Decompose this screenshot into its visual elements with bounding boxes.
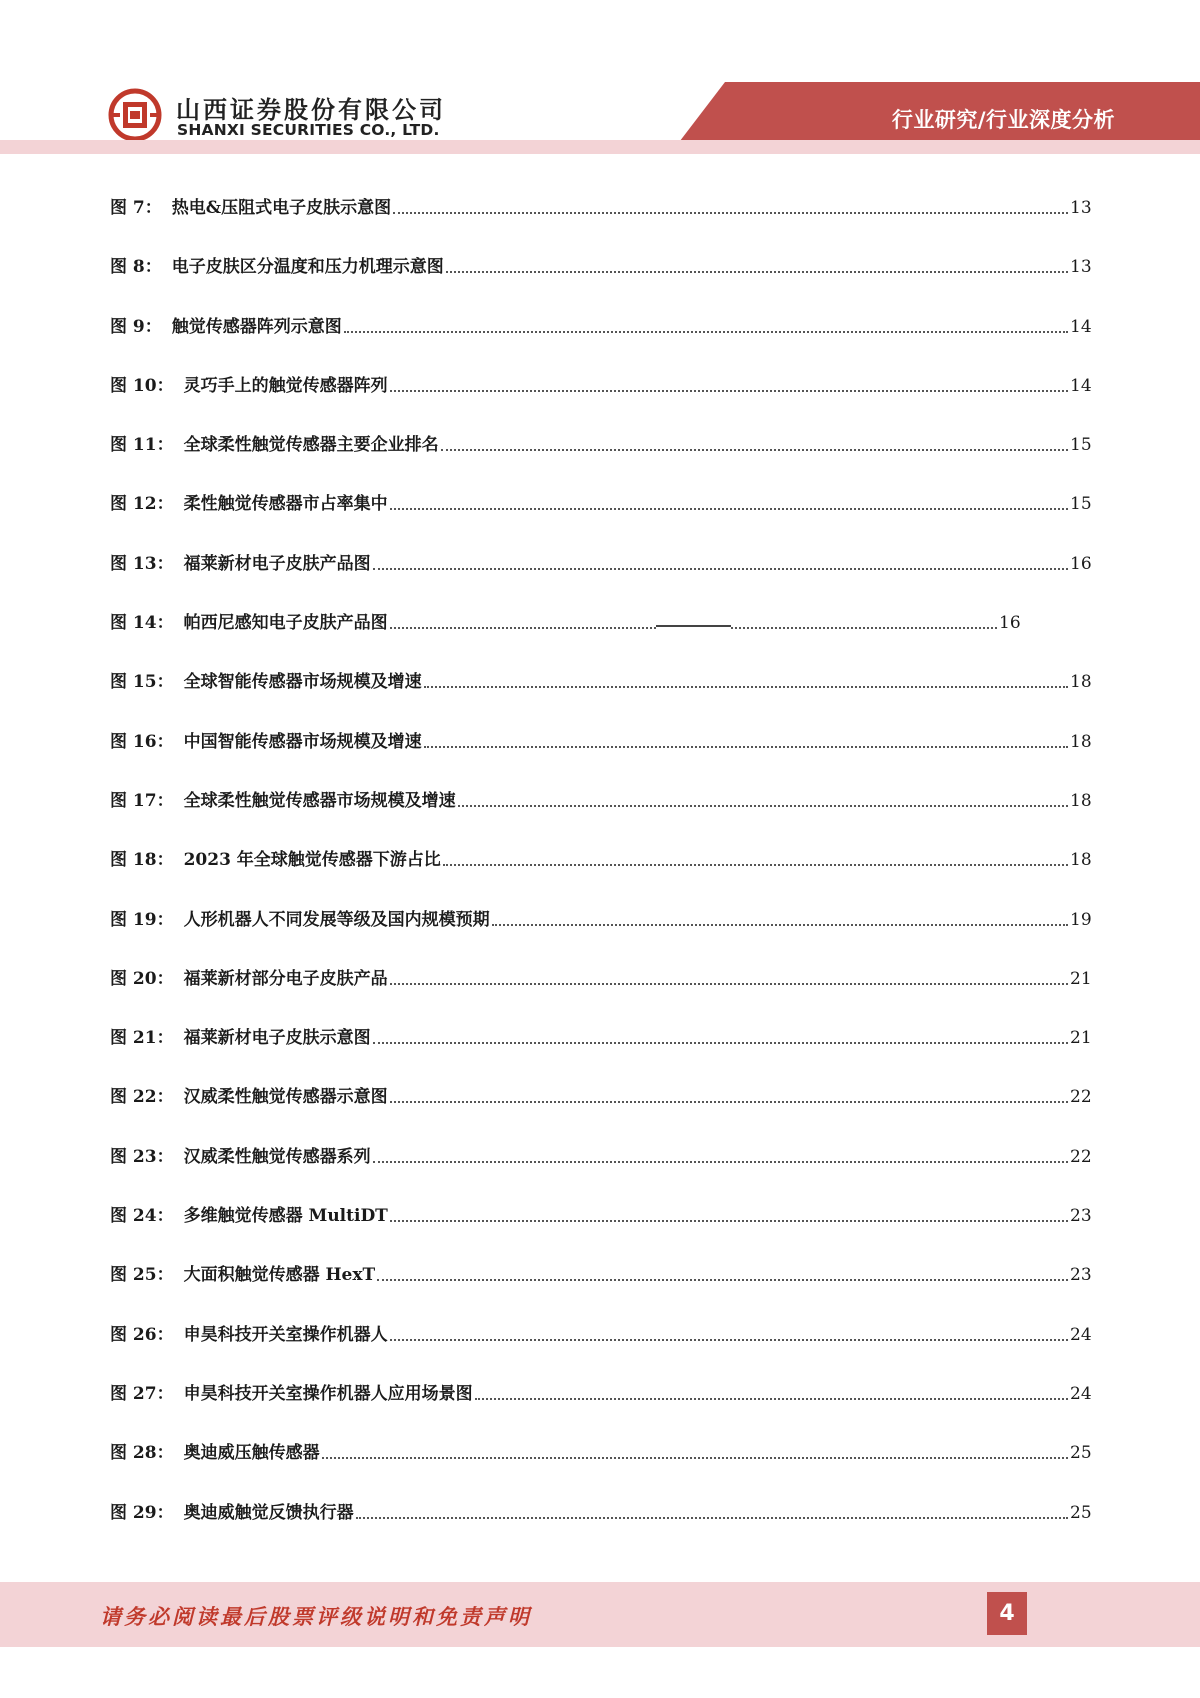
figure-title: 申昊科技开关室操作机器人应用场景图 xyxy=(183,1383,473,1404)
toc-entry[interactable] xyxy=(110,908,1090,967)
page-ref: 23 xyxy=(1070,1206,1092,1227)
toc-entry[interactable] xyxy=(110,1145,1090,1204)
toc-entry[interactable] xyxy=(110,1026,1090,1085)
page-ref: 22 xyxy=(1070,1146,1092,1167)
figure-number: 图 10： xyxy=(110,375,174,396)
figure-title: 灵巧手上的触觉传感器阵列 xyxy=(183,375,388,396)
page-ref: 13 xyxy=(1070,198,1092,218)
company-name-cn: 山西证券股份有限公司 xyxy=(176,96,446,124)
dot-leader xyxy=(443,848,1068,866)
toc-entry[interactable] xyxy=(110,1204,1090,1263)
figure-number: 图 20： xyxy=(110,968,174,989)
figure-number: 图 13： xyxy=(110,553,174,574)
toc-entry[interactable] xyxy=(110,848,1090,907)
page-footer xyxy=(0,1582,1200,1647)
figure-title: 申昊科技开关室操作机器人 xyxy=(183,1324,388,1345)
figure-title: 奥迪威压触传感器 xyxy=(183,1443,320,1464)
figure-number: 图 21： xyxy=(110,1028,174,1049)
toc-entry[interactable] xyxy=(110,611,1019,670)
page-ref: 18 xyxy=(1070,790,1092,811)
page-ref: 25 xyxy=(1070,1502,1092,1523)
figure-number: 图 15： xyxy=(110,672,174,693)
figure-title: 柔性触觉传感器市占率集中 xyxy=(183,494,388,515)
toc-entry[interactable] xyxy=(110,374,1090,433)
figure-number: 图 28： xyxy=(110,1443,174,1464)
toc-entry[interactable] xyxy=(110,789,1090,848)
toc-entry[interactable] xyxy=(110,670,1090,729)
toc-entry[interactable] xyxy=(110,1323,1090,1382)
header-band xyxy=(0,140,1200,154)
dot-leader xyxy=(390,1204,1068,1222)
dot-leader xyxy=(344,315,1068,333)
dot-leader xyxy=(373,1145,1068,1163)
figure-number: 图 18： xyxy=(110,850,174,871)
figure-number: 图 14： xyxy=(110,613,174,634)
page-ref: 24 xyxy=(1070,1383,1092,1404)
figure-number: 图 26： xyxy=(110,1324,174,1345)
dot-leader xyxy=(424,670,1068,688)
dot-leader xyxy=(424,730,1068,748)
page-ref: 14 xyxy=(1070,316,1092,337)
dot-leader xyxy=(390,374,1068,392)
dot-leader xyxy=(322,1441,1068,1459)
figure-number: 图 12： xyxy=(110,494,174,515)
page-ref: 22 xyxy=(1070,1087,1092,1108)
figure-title: 全球柔性触觉传感器主要企业排名 xyxy=(183,435,439,456)
figure-title: 汉威柔性触觉传感器系列 xyxy=(183,1146,371,1167)
page-ref: 19 xyxy=(1070,909,1092,930)
figure-number: 图 9： xyxy=(110,316,162,337)
page-ref: 16 xyxy=(1070,553,1092,574)
page-ref: 21 xyxy=(1070,968,1092,989)
dot-leader xyxy=(373,552,1068,570)
figure-number: 图 27： xyxy=(110,1383,174,1404)
figure-number: 图 23： xyxy=(110,1146,174,1167)
figure-number: 图 25： xyxy=(110,1265,174,1286)
toc-entry[interactable] xyxy=(110,730,1090,789)
page-ref: 21 xyxy=(1070,1028,1092,1049)
toc-entry[interactable] xyxy=(110,196,1090,255)
figure-number: 图 29： xyxy=(110,1502,174,1523)
dot-leader xyxy=(377,1263,1068,1281)
report-category: 行业研究/行业深度分析 xyxy=(891,108,1115,132)
leader-underline xyxy=(656,611,731,627)
figure-title: 中国智能传感器市场规模及增速 xyxy=(183,731,422,752)
toc-entry[interactable] xyxy=(110,1382,1090,1441)
figure-title: 2023 年全球触觉传感器下游占比 xyxy=(183,850,441,871)
figure-number: 图 7： xyxy=(110,198,162,218)
toc-entry[interactable] xyxy=(110,1263,1090,1322)
toc-entry[interactable] xyxy=(110,1501,1090,1560)
toc-entry[interactable] xyxy=(110,1085,1090,1144)
dot-leader xyxy=(446,255,1068,273)
toc-entry[interactable] xyxy=(110,1441,1090,1500)
dot-leader xyxy=(731,611,997,629)
figure-title: 大面积触觉传感器 HexT xyxy=(183,1265,376,1286)
figure-title: 人形机器人不同发展等级及国内规模预期 xyxy=(183,909,490,930)
dot-leader xyxy=(441,433,1068,451)
figure-title: 奥迪威触觉反馈执行器 xyxy=(183,1502,354,1523)
page-ref: 18 xyxy=(1070,731,1092,752)
dot-leader xyxy=(356,1501,1068,1519)
figure-number: 图 8： xyxy=(110,257,162,278)
page-header xyxy=(0,0,1200,165)
dot-leader xyxy=(393,196,1068,214)
figure-title: 全球柔性触觉传感器市场规模及增速 xyxy=(183,790,456,811)
figure-number: 图 11： xyxy=(110,435,174,456)
figure-title: 全球智能传感器市场规模及增速 xyxy=(183,672,422,693)
figure-title: 汉威柔性触觉传感器示意图 xyxy=(183,1087,388,1108)
figure-title: 触觉传感器阵列示意图 xyxy=(171,316,342,337)
page-ref: 14 xyxy=(1070,375,1092,396)
dot-leader xyxy=(390,1085,1068,1103)
page-ref: 15 xyxy=(1070,435,1092,456)
page-number: 4 xyxy=(987,1592,1027,1635)
dot-leader xyxy=(390,611,656,629)
shanxi-securities-logo-icon xyxy=(108,88,162,142)
figure-number: 图 17： xyxy=(110,790,174,811)
toc-entry[interactable] xyxy=(110,433,1090,492)
toc-entry[interactable] xyxy=(110,315,1090,374)
figure-title: 电子皮肤区分温度和压力机理示意图 xyxy=(171,257,444,278)
dot-leader xyxy=(373,1026,1068,1044)
page-ref: 25 xyxy=(1070,1443,1092,1464)
dot-leader xyxy=(390,1323,1068,1341)
page-ref: 18 xyxy=(1070,672,1092,693)
toc-entry[interactable] xyxy=(110,255,1090,314)
page-ref: 13 xyxy=(1070,257,1092,278)
figure-number: 图 19： xyxy=(110,909,174,930)
dot-leader xyxy=(458,789,1068,807)
figure-title: 热电&压阻式电子皮肤示意图 xyxy=(171,198,392,218)
figure-title: 福莱新材部分电子皮肤产品 xyxy=(183,968,388,989)
page-ref: 18 xyxy=(1070,850,1092,871)
figure-number: 图 24： xyxy=(110,1206,174,1227)
figure-number: 图 16： xyxy=(110,731,174,752)
page-ref: 15 xyxy=(1070,494,1092,515)
figure-number: 图 22： xyxy=(110,1087,174,1108)
page-ref: 24 xyxy=(1070,1324,1092,1345)
dot-leader xyxy=(390,492,1068,510)
dot-leader xyxy=(492,908,1068,926)
figure-title: 福莱新材电子皮肤示意图 xyxy=(183,1028,371,1049)
company-name-en: SHANXI SECURITIES CO., LTD. xyxy=(177,121,440,139)
page-ref: 23 xyxy=(1070,1265,1092,1286)
figure-title: 福莱新材电子皮肤产品图 xyxy=(183,553,371,574)
toc-entry[interactable] xyxy=(110,967,1090,1026)
dot-leader xyxy=(475,1382,1068,1400)
toc-entry[interactable] xyxy=(110,492,1090,551)
toc-entry[interactable] xyxy=(110,552,1090,611)
figure-list xyxy=(110,196,1090,1560)
page-ref: 16 xyxy=(999,613,1021,634)
dot-leader xyxy=(390,967,1068,985)
figure-title: 多维触觉传感器 MultiDT xyxy=(183,1206,388,1227)
figure-title: 帕西尼感知电子皮肤产品图 xyxy=(183,613,388,634)
disclaimer-notice: 请务必阅读最后股票评级说明和免责声明 xyxy=(100,1604,532,1629)
